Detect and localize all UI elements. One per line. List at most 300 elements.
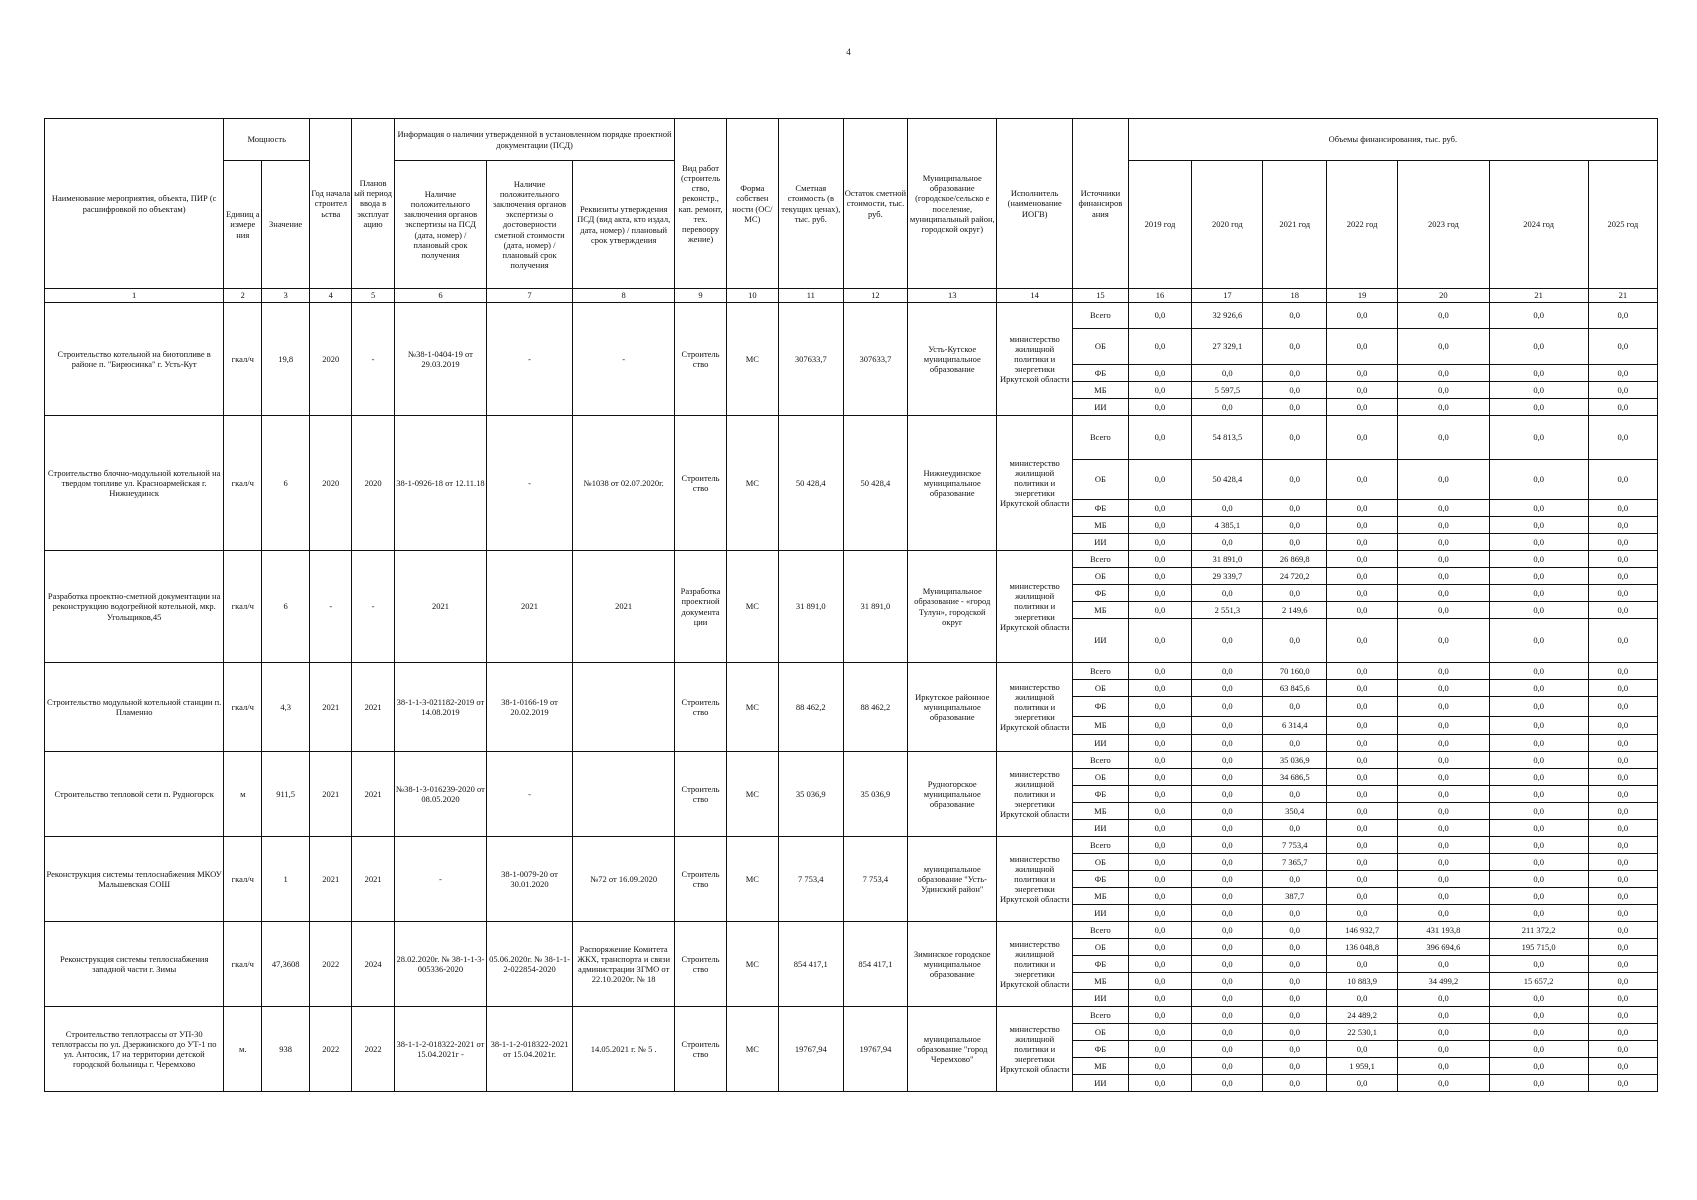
work-type: Строитель ство bbox=[675, 1007, 726, 1092]
funding-source: ФБ bbox=[1073, 956, 1129, 973]
funding-source: ИИ bbox=[1073, 735, 1129, 752]
funding-source: МБ bbox=[1073, 517, 1129, 534]
funding-value: 0,0 bbox=[1489, 1058, 1588, 1075]
funding-value: 0,0 bbox=[1326, 990, 1397, 1007]
funding-value: 0,0 bbox=[1326, 500, 1397, 517]
funding-value: 0,0 bbox=[1588, 752, 1657, 769]
unit: гкал/ч bbox=[224, 551, 262, 663]
funding-value: 0,0 bbox=[1398, 786, 1489, 803]
funding-value: 0,0 bbox=[1263, 500, 1326, 517]
funding-value: 0,0 bbox=[1326, 329, 1397, 365]
investment-table bbox=[44, 118, 1658, 1092]
table-row bbox=[45, 663, 1658, 680]
header-year-2024: 2024 год bbox=[1489, 161, 1588, 289]
funding-value: 0,0 bbox=[1326, 786, 1397, 803]
funding-value: 0,0 bbox=[1128, 663, 1191, 680]
funding-value: 0,0 bbox=[1326, 837, 1397, 854]
remaining-cost: 31 891,0 bbox=[843, 551, 908, 663]
funding-source: ФБ bbox=[1073, 500, 1129, 517]
funding-value: 0,0 bbox=[1398, 956, 1489, 973]
funding-value: 0,0 bbox=[1326, 460, 1397, 500]
estimated-cost: 7 753,4 bbox=[779, 837, 844, 922]
funding-value: 34 686,5 bbox=[1263, 769, 1326, 786]
remaining-cost: 307633,7 bbox=[843, 303, 908, 416]
funding-value: 0,0 bbox=[1192, 820, 1263, 837]
header-remaining-cost: Остаток сметной стоимости, тыс. руб. bbox=[843, 119, 908, 289]
funding-value: 0,0 bbox=[1326, 416, 1397, 460]
funding-value: 22 530,1 bbox=[1326, 1024, 1397, 1041]
header-financing: Объемы финансирования, тыс. руб. bbox=[1128, 119, 1657, 161]
col-num: 16 bbox=[1128, 289, 1191, 303]
funding-value: 0,0 bbox=[1263, 735, 1326, 752]
header-unit: Единиц а измере ния bbox=[224, 161, 262, 289]
funding-value: 0,0 bbox=[1326, 769, 1397, 786]
municipality: муниципальное образование "город Черемхово" bbox=[908, 1007, 997, 1092]
funding-value: 0,0 bbox=[1489, 1024, 1588, 1041]
funding-value: 136 048,8 bbox=[1326, 939, 1397, 956]
executor: министерство жилищной политики и энергетики Иркутской области bbox=[997, 922, 1073, 1007]
approval bbox=[572, 663, 675, 752]
funding-value: 0,0 bbox=[1588, 973, 1657, 990]
expertise-cost: 38-1-0079-20 от 30.01.2020 bbox=[487, 837, 573, 922]
table-row bbox=[45, 922, 1658, 939]
funding-value: 0,0 bbox=[1588, 517, 1657, 534]
funding-value: 0,0 bbox=[1398, 1007, 1489, 1024]
col-num: 11 bbox=[779, 289, 844, 303]
funding-value: 0,0 bbox=[1128, 329, 1191, 365]
start-year: 2020 bbox=[310, 416, 352, 551]
funding-value: 0,0 bbox=[1263, 871, 1326, 888]
funding-value: 0,0 bbox=[1489, 803, 1588, 820]
funding-value: 2 551,3 bbox=[1192, 602, 1263, 619]
funding-value: 0,0 bbox=[1263, 1075, 1326, 1092]
funding-value: 0,0 bbox=[1489, 303, 1588, 329]
funding-value: 27 329,1 bbox=[1192, 329, 1263, 365]
funding-value: 0,0 bbox=[1588, 956, 1657, 973]
planned-period: 2024 bbox=[352, 922, 394, 1007]
funding-value: 0,0 bbox=[1192, 854, 1263, 871]
funding-value: 0,0 bbox=[1398, 769, 1489, 786]
project-name: Реконструкция системы теплоснабжения западной части г. Зимы bbox=[45, 922, 224, 1007]
col-num: 6 bbox=[394, 289, 486, 303]
funding-value: 396 694,6 bbox=[1398, 939, 1489, 956]
funding-value: 34 499,2 bbox=[1398, 973, 1489, 990]
funding-value: 0,0 bbox=[1588, 399, 1657, 416]
funding-source: Всего bbox=[1073, 551, 1129, 568]
funding-value: 0,0 bbox=[1398, 619, 1489, 663]
funding-source: МБ bbox=[1073, 717, 1129, 735]
funding-value: 0,0 bbox=[1588, 1075, 1657, 1092]
funding-value: 0,0 bbox=[1398, 1075, 1489, 1092]
project-name: Реконструкция системы теплоснабжения МКОУ Мальшевская СОШ bbox=[45, 837, 224, 922]
expertise: 38-1-0926-18 от 12.11.18 bbox=[394, 416, 486, 551]
funding-value: 0,0 bbox=[1263, 329, 1326, 365]
project-name: Строительство модульной котельной станции п. Пламенно bbox=[45, 663, 224, 752]
header-work-type: Вид работ (строитель ство, реконстр., кап. ремонт, тех. перевоору жение) bbox=[675, 119, 726, 289]
funding-value: 32 926,6 bbox=[1192, 303, 1263, 329]
funding-value: 0,0 bbox=[1192, 905, 1263, 922]
funding-value: 0,0 bbox=[1128, 854, 1191, 871]
funding-value: 5 597,5 bbox=[1192, 382, 1263, 399]
work-type: Строитель ство bbox=[675, 752, 726, 837]
funding-value: 0,0 bbox=[1489, 956, 1588, 973]
planned-period: 2021 bbox=[352, 663, 394, 752]
funding-value: 50 428,4 bbox=[1192, 460, 1263, 500]
funding-value: 0,0 bbox=[1398, 1058, 1489, 1075]
ownership: МС bbox=[726, 416, 778, 551]
funding-value: 0,0 bbox=[1588, 735, 1657, 752]
funding-value: 24 489,2 bbox=[1326, 1007, 1397, 1024]
unit: гкал/ч bbox=[224, 416, 262, 551]
funding-value: 0,0 bbox=[1263, 905, 1326, 922]
funding-value: 0,0 bbox=[1192, 769, 1263, 786]
col-num: 4 bbox=[310, 289, 352, 303]
funding-value: 0,0 bbox=[1326, 905, 1397, 922]
funding-value: 0,0 bbox=[1128, 973, 1191, 990]
funding-value: 4 385,1 bbox=[1192, 517, 1263, 534]
funding-value: 0,0 bbox=[1128, 820, 1191, 837]
funding-source: ОБ bbox=[1073, 460, 1129, 500]
funding-value: 0,0 bbox=[1263, 786, 1326, 803]
page-number: 4 bbox=[846, 47, 851, 57]
col-num: 3 bbox=[262, 289, 310, 303]
funding-value: 7 753,4 bbox=[1263, 837, 1326, 854]
col-num: 2 bbox=[224, 289, 262, 303]
funding-source: МБ bbox=[1073, 382, 1129, 399]
col-num: 12 bbox=[843, 289, 908, 303]
capacity-value: 1 bbox=[262, 837, 310, 922]
funding-value: 0,0 bbox=[1192, 837, 1263, 854]
funding-value: 1 959,1 bbox=[1326, 1058, 1397, 1075]
funding-value: 0,0 bbox=[1588, 871, 1657, 888]
executor: министерство жилищной политики и энергетики Иркутской области bbox=[997, 551, 1073, 663]
funding-value: 0,0 bbox=[1398, 871, 1489, 888]
funding-value: 0,0 bbox=[1588, 534, 1657, 551]
table-body bbox=[45, 303, 1658, 1092]
planned-period: 2020 bbox=[352, 416, 394, 551]
unit: гкал/ч bbox=[224, 663, 262, 752]
funding-value: 0,0 bbox=[1588, 1058, 1657, 1075]
remaining-cost: 854 417,1 bbox=[843, 922, 908, 1007]
funding-value: 2 149,6 bbox=[1263, 602, 1326, 619]
funding-value: 0,0 bbox=[1588, 602, 1657, 619]
funding-value: 0,0 bbox=[1128, 1007, 1191, 1024]
funding-value: 0,0 bbox=[1398, 534, 1489, 551]
funding-value: 0,0 bbox=[1128, 568, 1191, 585]
funding-value: 0,0 bbox=[1192, 888, 1263, 905]
funding-source: ОБ bbox=[1073, 680, 1129, 697]
expertise-cost: 38-1-1-2-018322-2021 от 15.04.2021г. bbox=[487, 1007, 573, 1092]
funding-value: 0,0 bbox=[1398, 990, 1489, 1007]
municipality: Иркутское районное муниципальное образование bbox=[908, 663, 997, 752]
executor: министерство жилищной политики и энергетики Иркутской области bbox=[997, 752, 1073, 837]
funding-value: 0,0 bbox=[1489, 1007, 1588, 1024]
funding-value: 0,0 bbox=[1128, 939, 1191, 956]
funding-value: 0,0 bbox=[1326, 1041, 1397, 1058]
funding-value: 0,0 bbox=[1192, 956, 1263, 973]
executor: министерство жилищной политики и энергетики Иркутской области bbox=[997, 837, 1073, 922]
expertise: №38-1-3-016239-2020 от 08.05.2020 bbox=[394, 752, 486, 837]
col-num: 17 bbox=[1192, 289, 1263, 303]
funding-value: 0,0 bbox=[1326, 619, 1397, 663]
funding-value: 0,0 bbox=[1588, 697, 1657, 717]
funding-value: 0,0 bbox=[1326, 602, 1397, 619]
funding-value: 0,0 bbox=[1489, 837, 1588, 854]
funding-value: 6 314,4 bbox=[1263, 717, 1326, 735]
funding-value: 0,0 bbox=[1128, 717, 1191, 735]
funding-value: 0,0 bbox=[1326, 735, 1397, 752]
project-name: Строительство котельной на биотопливе в районе п. "Бирюсинка" г. Усть-Кут bbox=[45, 303, 224, 416]
funding-value: 0,0 bbox=[1489, 329, 1588, 365]
funding-value: 0,0 bbox=[1326, 854, 1397, 871]
planned-period: - bbox=[352, 551, 394, 663]
funding-value: 0,0 bbox=[1398, 735, 1489, 752]
work-type: Строитель ство bbox=[675, 663, 726, 752]
funding-value: 0,0 bbox=[1326, 820, 1397, 837]
capacity-value: 938 bbox=[262, 1007, 310, 1092]
header-year-2020: 2020 год bbox=[1192, 161, 1263, 289]
col-num: 15 bbox=[1073, 289, 1129, 303]
funding-value: 0,0 bbox=[1588, 1007, 1657, 1024]
funding-value: 0,0 bbox=[1588, 619, 1657, 663]
unit: м bbox=[224, 752, 262, 837]
funding-value: 0,0 bbox=[1489, 786, 1588, 803]
start-year: 2020 bbox=[310, 303, 352, 416]
funding-source: МБ bbox=[1073, 602, 1129, 619]
funding-value: 0,0 bbox=[1128, 585, 1191, 602]
header-year-2021: 2021 год bbox=[1263, 161, 1326, 289]
work-type: Строитель ство bbox=[675, 303, 726, 416]
funding-value: 0,0 bbox=[1398, 717, 1489, 735]
funding-value: 0,0 bbox=[1128, 1024, 1191, 1041]
funding-value: 0,0 bbox=[1588, 922, 1657, 939]
funding-value: 0,0 bbox=[1489, 752, 1588, 769]
funding-value: 0,0 bbox=[1263, 939, 1326, 956]
funding-value: 26 869,8 bbox=[1263, 551, 1326, 568]
funding-value: 0,0 bbox=[1398, 568, 1489, 585]
funding-value: 0,0 bbox=[1588, 990, 1657, 1007]
expertise: 38-1-1-2-018322-2021 от 15.04.2021г - bbox=[394, 1007, 486, 1092]
remaining-cost: 88 462,2 bbox=[843, 663, 908, 752]
funding-value: 0,0 bbox=[1398, 416, 1489, 460]
municipality: Зиминское городское муниципальное образование bbox=[908, 922, 997, 1007]
funding-source: ФБ bbox=[1073, 585, 1129, 602]
funding-value: 7 365,7 bbox=[1263, 854, 1326, 871]
funding-value: 0,0 bbox=[1489, 534, 1588, 551]
approval: 2021 bbox=[572, 551, 675, 663]
table-row bbox=[45, 416, 1658, 460]
funding-source: ФБ bbox=[1073, 697, 1129, 717]
funding-value: 0,0 bbox=[1192, 534, 1263, 551]
header-municipality: Муниципальное образование (городское/сельско е поселение, муниципальный район, городской округ) bbox=[908, 119, 997, 289]
funding-value: 0,0 bbox=[1588, 1041, 1657, 1058]
start-year: 2021 bbox=[310, 663, 352, 752]
funding-value: 0,0 bbox=[1326, 871, 1397, 888]
unit: гкал/ч bbox=[224, 837, 262, 922]
funding-value: 0,0 bbox=[1398, 820, 1489, 837]
table-row bbox=[45, 1007, 1658, 1024]
funding-value: 15 657,2 bbox=[1489, 973, 1588, 990]
remaining-cost: 7 753,4 bbox=[843, 837, 908, 922]
header-capacity: Мощность bbox=[224, 119, 310, 161]
funding-value: 0,0 bbox=[1192, 871, 1263, 888]
expertise: 2021 bbox=[394, 551, 486, 663]
funding-value: 0,0 bbox=[1398, 585, 1489, 602]
funding-source: Всего bbox=[1073, 1007, 1129, 1024]
funding-value: 0,0 bbox=[1588, 717, 1657, 735]
municipality: Муниципальное образование - «город Тулун», городской округ bbox=[908, 551, 997, 663]
funding-value: 0,0 bbox=[1263, 1024, 1326, 1041]
col-num: 7 bbox=[487, 289, 573, 303]
funding-value: 0,0 bbox=[1398, 399, 1489, 416]
funding-value: 0,0 bbox=[1128, 837, 1191, 854]
funding-source: Всего bbox=[1073, 752, 1129, 769]
funding-value: 0,0 bbox=[1128, 752, 1191, 769]
funding-value: 0,0 bbox=[1588, 551, 1657, 568]
expertise: 38-1-1-3-021182-2019 от 14.08.2019 bbox=[394, 663, 486, 752]
funding-value: 0,0 bbox=[1398, 888, 1489, 905]
funding-value: 54 813,5 bbox=[1192, 416, 1263, 460]
funding-value: 0,0 bbox=[1192, 680, 1263, 697]
approval bbox=[572, 752, 675, 837]
estimated-cost: 307633,7 bbox=[779, 303, 844, 416]
funding-value: 431 193,8 bbox=[1398, 922, 1489, 939]
funding-source: Всего bbox=[1073, 922, 1129, 939]
funding-value: 0,0 bbox=[1192, 1007, 1263, 1024]
funding-value: 0,0 bbox=[1192, 786, 1263, 803]
funding-value: 0,0 bbox=[1398, 365, 1489, 382]
funding-value: 0,0 bbox=[1489, 888, 1588, 905]
funding-value: 0,0 bbox=[1192, 735, 1263, 752]
header-year-2019: 2019 год bbox=[1128, 161, 1191, 289]
municipality: Усть-Кутское муниципальное образование bbox=[908, 303, 997, 416]
funding-value: 0,0 bbox=[1326, 888, 1397, 905]
estimated-cost: 854 417,1 bbox=[779, 922, 844, 1007]
expertise-cost: 38-1-0166-19 от 20.02.2019 bbox=[487, 663, 573, 752]
unit: гкал/ч bbox=[224, 922, 262, 1007]
funding-value: 0,0 bbox=[1326, 697, 1397, 717]
planned-period: 2022 bbox=[352, 1007, 394, 1092]
funding-value: 0,0 bbox=[1588, 329, 1657, 365]
funding-value: 0,0 bbox=[1326, 803, 1397, 820]
expertise-cost: - bbox=[487, 416, 573, 551]
funding-value: 0,0 bbox=[1489, 854, 1588, 871]
funding-value: 0,0 bbox=[1489, 717, 1588, 735]
funding-source: МБ bbox=[1073, 1058, 1129, 1075]
funding-value: 0,0 bbox=[1192, 973, 1263, 990]
funding-value: 0,0 bbox=[1588, 786, 1657, 803]
funding-value: 0,0 bbox=[1326, 534, 1397, 551]
funding-value: 0,0 bbox=[1398, 517, 1489, 534]
funding-value: 0,0 bbox=[1489, 551, 1588, 568]
funding-value: 0,0 bbox=[1588, 500, 1657, 517]
funding-value: 0,0 bbox=[1192, 803, 1263, 820]
funding-value: 0,0 bbox=[1263, 990, 1326, 1007]
funding-value: 0,0 bbox=[1489, 460, 1588, 500]
header-value: Значение bbox=[262, 161, 310, 289]
capacity-value: 4,3 bbox=[262, 663, 310, 752]
start-year: 2022 bbox=[310, 922, 352, 1007]
funding-value: 0,0 bbox=[1263, 973, 1326, 990]
funding-value: 0,0 bbox=[1192, 990, 1263, 1007]
ownership: МС bbox=[726, 663, 778, 752]
funding-value: 0,0 bbox=[1588, 585, 1657, 602]
funding-value: 0,0 bbox=[1398, 551, 1489, 568]
funding-value: 0,0 bbox=[1263, 619, 1326, 663]
funding-value: 0,0 bbox=[1128, 1058, 1191, 1075]
funding-source: ИИ bbox=[1073, 619, 1129, 663]
funding-value: 0,0 bbox=[1398, 803, 1489, 820]
funding-value: 0,0 bbox=[1326, 717, 1397, 735]
funding-value: 0,0 bbox=[1128, 786, 1191, 803]
funding-value: 0,0 bbox=[1192, 500, 1263, 517]
funding-value: 0,0 bbox=[1263, 585, 1326, 602]
funding-value: 0,0 bbox=[1326, 399, 1397, 416]
funding-source: Всего bbox=[1073, 663, 1129, 680]
funding-source: ОБ bbox=[1073, 568, 1129, 585]
funding-value: 0,0 bbox=[1263, 303, 1326, 329]
project-name: Строительство тепловой сети п. Рудногорск bbox=[45, 752, 224, 837]
expertise-cost: 2021 bbox=[487, 551, 573, 663]
funding-value: 0,0 bbox=[1588, 939, 1657, 956]
header-ownership: Форма собствен ности (ОС/МС) bbox=[726, 119, 778, 289]
header-estimated-cost: Сметная стоимость (в текущих ценах), тыс. руб. bbox=[779, 119, 844, 289]
start-year: - bbox=[310, 551, 352, 663]
col-num: 1 bbox=[45, 289, 224, 303]
funding-source: Всего bbox=[1073, 416, 1129, 460]
funding-value: 0,0 bbox=[1263, 1041, 1326, 1058]
funding-value: 0,0 bbox=[1489, 1041, 1588, 1058]
funding-value: 0,0 bbox=[1489, 871, 1588, 888]
funding-value: 0,0 bbox=[1192, 1041, 1263, 1058]
header-approval: Реквизиты утверждения ПСД (вид акта, кто издал, дата, номер) / плановый срок утверждения bbox=[572, 161, 675, 289]
header-name: Наименование мероприятия, объекта, ПИР (с расшифровкой по объектам) bbox=[45, 119, 224, 289]
approval: - bbox=[572, 303, 675, 416]
funding-value: 0,0 bbox=[1588, 663, 1657, 680]
funding-value: 0,0 bbox=[1192, 365, 1263, 382]
executor: министерство жилищной политики и энергетики Иркутской области bbox=[997, 303, 1073, 416]
funding-value: 0,0 bbox=[1398, 697, 1489, 717]
funding-value: 0,0 bbox=[1398, 854, 1489, 871]
work-type: Строитель ство bbox=[675, 922, 726, 1007]
funding-value: 0,0 bbox=[1326, 365, 1397, 382]
funding-value: 0,0 bbox=[1398, 680, 1489, 697]
expertise-cost: - bbox=[487, 752, 573, 837]
planned-period: 2021 bbox=[352, 752, 394, 837]
col-num: 19 bbox=[1326, 289, 1397, 303]
funding-value: 0,0 bbox=[1263, 697, 1326, 717]
funding-value: 0,0 bbox=[1588, 905, 1657, 922]
funding-value: 0,0 bbox=[1489, 680, 1588, 697]
col-num: 21 bbox=[1489, 289, 1588, 303]
funding-value: 0,0 bbox=[1128, 735, 1191, 752]
funding-value: 0,0 bbox=[1489, 820, 1588, 837]
funding-value: 0,0 bbox=[1128, 769, 1191, 786]
funding-value: 0,0 bbox=[1192, 697, 1263, 717]
funding-value: 195 715,0 bbox=[1489, 939, 1588, 956]
funding-value: 0,0 bbox=[1489, 585, 1588, 602]
funding-value: 0,0 bbox=[1263, 416, 1326, 460]
funding-source: Всего bbox=[1073, 303, 1129, 329]
remaining-cost: 50 428,4 bbox=[843, 416, 908, 551]
funding-value: 35 036,9 bbox=[1263, 752, 1326, 769]
funding-source: Всего bbox=[1073, 837, 1129, 854]
table-row bbox=[45, 303, 1658, 329]
planned-period: - bbox=[352, 303, 394, 416]
funding-value: 0,0 bbox=[1128, 1075, 1191, 1092]
approval: 14.05.2021 г. № 5 . bbox=[572, 1007, 675, 1092]
approval: №1038 от 02.07.2020г. bbox=[572, 416, 675, 551]
